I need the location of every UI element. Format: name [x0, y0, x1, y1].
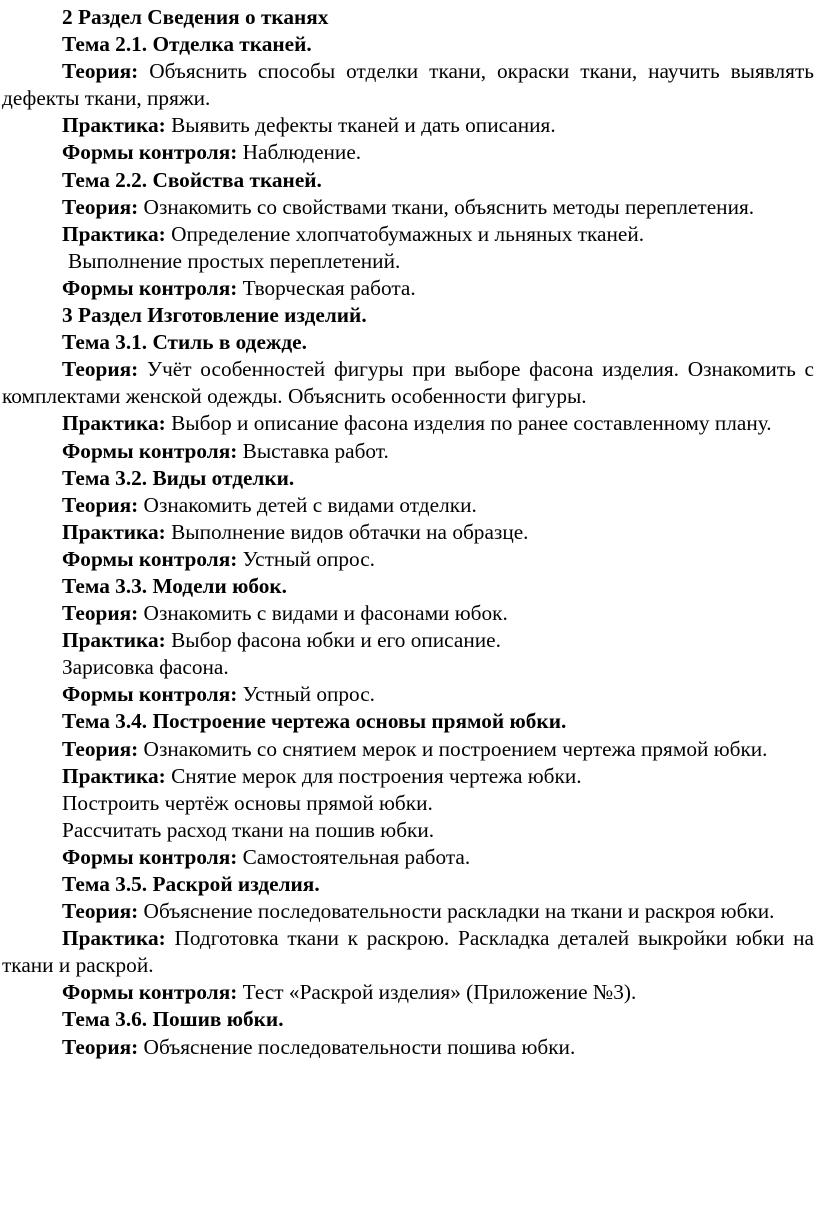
topic-3-4-title: Тема 3.4. Построение чертежа основы прямой юбки. — [62, 709, 567, 734]
topic-2-1-practice: Практика: Выявить дефекты тканей и дать описания. — [62, 113, 556, 138]
topic-3-5-practice: Практика: Подготовка ткани к раскрою. Раскладка деталей выкройки юбки на ткани и раскрой. — [2, 926, 814, 978]
section-2-title: 2 Раздел Сведения о тканях — [62, 5, 329, 29]
topic-3-6-theory: Теория: Объяснение последовательности пошива юбки. — [62, 1034, 576, 1059]
topic-3-5-control: Формы контроля: Тест «Раскрой изделия» (Приложение №3). — [62, 980, 637, 1005]
topic-3-3-practice: Практика: Выбор фасона юбки и его описание. — [62, 628, 501, 653]
topic-3-6-title: Тема 3.6. Пошив юбки. — [62, 1007, 284, 1032]
topic-2-2-practice-extra: Выполнение простых переплетений. — [68, 248, 401, 273]
topic-3-3-practice-extra: Зарисовка фасона. — [62, 655, 229, 680]
topic-2-2-theory: Теория: Ознакомить со свойствами ткани, объяснить методы переплетения. — [62, 194, 755, 219]
topic-3-4-practice-extra-2: Рассчитать расход ткани на пошив юбки. — [62, 817, 435, 842]
topic-2-1-title: Тема 2.1. Отделка тканей. — [62, 32, 312, 57]
topic-3-5-title: Тема 3.5. Раскрой изделия. — [62, 872, 320, 896]
topic-3-2-control: Формы контроля: Устный опрос. — [62, 546, 376, 571]
topic-3-3-title: Тема 3.3. Модели юбок. — [62, 573, 287, 598]
topic-2-2-control: Формы контроля: Творческая работа. — [62, 275, 416, 300]
topic-3-1-theory: Теория: Учёт особенностей фигуры при выборе фасона изделия. Ознакомить с комплектами женской одежды. Объяснить особенности фигуры. — [2, 357, 814, 409]
topic-2-1-control: Формы контроля: Наблюдение. — [62, 140, 362, 165]
topic-3-3-theory: Теория: Ознакомить с видами и фасонами юбок. — [62, 601, 508, 626]
section-3-title: 3 Раздел Изготовление изделий. — [62, 303, 367, 328]
topic-3-1-control: Формы контроля: Выставка работ. — [62, 438, 389, 463]
topic-3-4-practice-extra-1: Построить чертёж основы прямой юбки. — [62, 790, 433, 815]
topic-3-4-theory: Теория: Ознакомить со снятием мерок и построением чертежа прямой юбки. — [62, 736, 768, 761]
topic-3-2-practice: Практика: Выполнение видов обтачки на образце. — [62, 519, 529, 544]
topic-3-2-theory: Теория: Ознакомить детей с видами отделки. — [62, 492, 477, 517]
topic-2-1-theory: Теория: Объяснить способы отделки ткани, окраски ткани, научить выявлять дефекты ткани, пряжи. — [2, 59, 814, 111]
topic-3-1-title: Тема 3.1. Стиль в одежде. — [62, 330, 307, 355]
topic-3-5-theory: Теория: Объяснение последовательности раскладки на ткани и раскроя юбки. — [62, 899, 775, 924]
topic-2-2-title: Тема 2.2. Свойства тканей. — [62, 167, 322, 192]
topic-3-4-control: Формы контроля: Самостоятельная работа. — [62, 844, 471, 869]
topic-3-2-title: Тема 3.2. Виды отделки. — [62, 465, 295, 490]
topic-3-1-practice: Практика: Выбор и описание фасона изделия по ранее составленному плану. — [62, 411, 772, 436]
topic-3-4-practice: Практика: Снятие мерок для построения чертежа юбки. — [62, 763, 582, 788]
topic-2-2-practice: Практика: Определение хлопчатобумажных и льняных тканей. — [62, 221, 645, 246]
topic-3-3-control: Формы контроля: Устный опрос. — [62, 682, 376, 707]
